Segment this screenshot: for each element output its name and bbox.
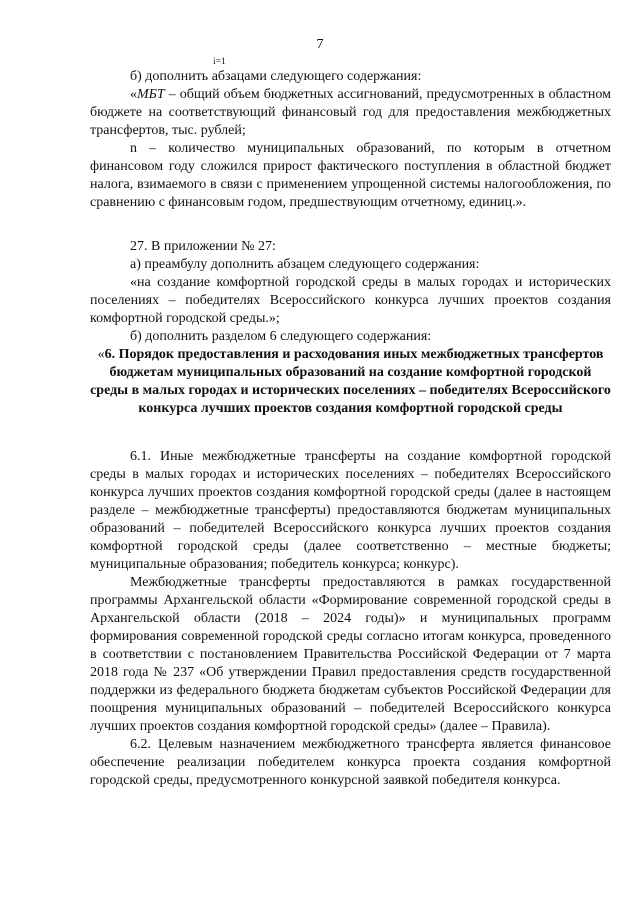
paragraph-program: Межбюджетные трансферты предоставляются в рамках государственной программы Архангельской области «Формирование современной городской среды в Архангельской области (2018 – 2024 годы)» и муниципальных программ формирования современной городской среды согласно итогам конкурса, проведенного в соответствии с постановлением Правительства Российской Федерации от 7 марта 2018 года № 237 «Об утверждении Правил предоставления средств государственной поддержки из федерального бюджета бюджетам субъектов Российской Федерации для поощрения муниципальных образований – победителей Всероссийского конкурса лучших проектов создания комфортной городской среды» (далее – Правила). <box>90 575 611 734</box>
mbt-definition-text: – общий объем бюджетных ассигнований, предусмотренных в областном бюджете на соответствующий финансовый год для предоставления межбюджетных трансфертов, тыс. рублей; <box>90 87 611 138</box>
page-number: 7 <box>316 37 324 52</box>
paragraph-27: 27. В приложении № 27: <box>130 239 276 254</box>
mbt-term: МБТ <box>137 87 165 102</box>
heading-open-quote: « <box>97 347 105 362</box>
paragraph-n-definition: n – количество муниципальных образований, по которым в отчетном финансовом году сложился прирост фактического поступления в областной бюджет налога, взимаемого в связи с применением упрощенной системы налогообложения, по сравнению с финансовым годом, предшествующим отчетному, единиц.». <box>90 141 611 210</box>
paragraph-b: б) дополнить абзацами следующего содержания: <box>130 69 422 84</box>
paragraph-b-section: б) дополнить разделом 6 следующего содержания: <box>130 329 432 344</box>
paragraph-a: а) преамбулу дополнить абзацем следующего содержания: <box>130 257 480 272</box>
paragraph-mbt-definition <box>90 86 611 140</box>
amendment-block-b <box>90 68 611 212</box>
section-6-body <box>90 448 611 790</box>
amendment-block-27 <box>90 238 611 418</box>
open-quote: « <box>130 87 137 102</box>
paragraph-6-2: 6.2. Целевым назначением межбюджетного трансферта является финансовое обеспечение реализации победителем конкурса проекта создания комфортной городской среды, предусмотренного конкурсной заявкой победителя конкурса. <box>90 737 611 788</box>
preamble-quote: «на создание комфортной городской среды в малых городах и исторических поселениях – победителях Всероссийского конкурса лучших проектов создания комфортной городской среды.»; <box>90 275 611 326</box>
paragraph-6-1: 6.1. Иные межбюджетные трансферты на создание комфортной городской среды в малых городах и исторических поселениях – победителях Всероссийского конкурса лучших проектов создания комфортной городской среды (далее в настоящем разделе – межбюджетные трансферты) предоставляются бюджетам муниципальных образований – победителей Всероссийского конкурса лучших проектов создания комфортной городской среды (далее соответственно – местные бюджеты; муниципальные образования; победитель конкурса; конкурс). <box>90 449 611 572</box>
section-6-heading <box>90 346 611 418</box>
section-6-heading-text: 6. Порядок предоставления и расходования иных межбюджетных трансфертов бюджетам муниципальных образований на создание комфортной городской среды в малых городах и исторических поселениях – победителях Всероссийского конкурса лучших проектов создания комфортной городской среды <box>90 347 611 416</box>
formula-fragment: i=1 <box>213 57 226 67</box>
